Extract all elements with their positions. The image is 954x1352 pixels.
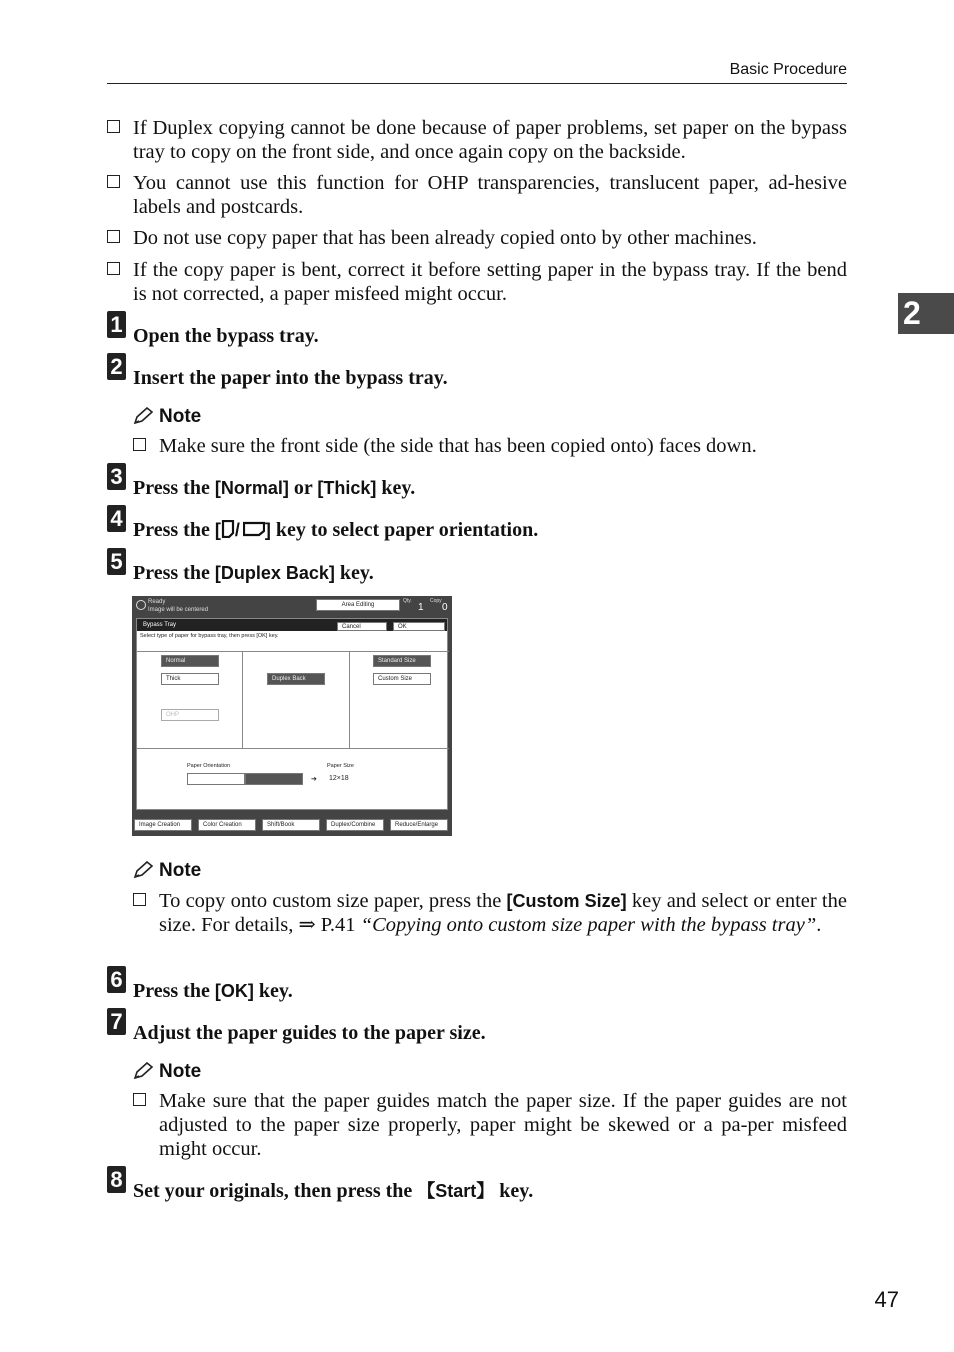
thick-key: [Thick] xyxy=(317,478,377,498)
duplex-back-key: [Duplex Back] xyxy=(214,563,335,583)
portrait-paper-icon xyxy=(221,520,235,538)
slash: / xyxy=(234,520,240,540)
landscape-orientation-button[interactable] xyxy=(245,773,303,785)
step-2 xyxy=(107,354,448,391)
custom-size-key: [Custom Size] xyxy=(506,891,627,911)
cancel-button[interactable]: Cancel xyxy=(337,622,387,631)
step-text: key. xyxy=(376,477,416,499)
step-text: Insert the paper into the bypass tray. xyxy=(133,367,448,389)
running-header: Basic Procedure xyxy=(729,61,847,78)
paper-size-value: 12×18 xyxy=(329,775,349,782)
instruction-text: Select type of paper for bypass tray, then press [OK] key. xyxy=(140,633,279,639)
bullet-text: If Duplex copying cannot be done because of paper problems, set paper on the bypass tray to copy on the front side, and once again copy on the backside. xyxy=(133,117,847,163)
step-text: Press the xyxy=(133,562,215,584)
thick-button[interactable]: Thick xyxy=(161,673,219,685)
note-heading xyxy=(133,1061,201,1083)
note-text: Make sure that the paper guides match the paper size. If the paper guides are not adjusted to the paper size properly, paper might be skewed or a pa-per misfeed might occur. xyxy=(159,1090,847,1160)
step-8 xyxy=(107,1167,534,1204)
paper-size-label: Paper Size xyxy=(327,763,354,769)
bullet-item xyxy=(107,116,847,164)
tab-color-creation[interactable]: Color Creation xyxy=(198,819,256,831)
ok-key: [OK] xyxy=(214,981,254,1001)
note-text: To copy onto custom size paper, press the xyxy=(159,890,507,912)
step-number: 1 xyxy=(107,311,126,338)
ok-button[interactable]: OK xyxy=(393,622,445,631)
bullet-text: If the copy paper is bent, correct it before setting paper in the bypass tray. If the bend is not corrected, a paper misfeed might occur. xyxy=(133,259,847,305)
bullet-text: You cannot use this function for OHP transparencies, translucent paper, ad-hesive labels and postcards. xyxy=(133,172,847,218)
bullet-text: Do not use copy paper that has been already copied onto by other machines. xyxy=(133,227,757,249)
note-heading xyxy=(133,860,201,882)
qty-value: 1 xyxy=(418,602,424,613)
step-text: key. xyxy=(494,1180,534,1202)
standard-size-button[interactable]: Standard Size xyxy=(373,655,431,667)
header-rule xyxy=(107,83,847,84)
step-text: Open the bypass tray. xyxy=(133,325,319,347)
status-line-1: Ready xyxy=(148,599,166,605)
note-item xyxy=(133,434,847,458)
chapter-tab: 2 xyxy=(898,293,954,334)
normal-key: [Normal] xyxy=(214,478,289,498)
checkbox-icon xyxy=(133,1093,146,1106)
note-item xyxy=(133,1089,847,1161)
checkbox-icon xyxy=(107,120,120,133)
normal-button[interactable]: Normal xyxy=(161,655,219,667)
note-heading xyxy=(133,406,201,428)
note-text: . xyxy=(816,914,822,936)
pencil-icon xyxy=(133,1062,155,1080)
pencil-icon xyxy=(133,861,155,879)
bracket: [ xyxy=(214,520,221,540)
landscape-paper-icon xyxy=(243,521,265,537)
bypass-tray-screen xyxy=(132,596,452,836)
step-number: 5 xyxy=(107,548,126,575)
checkbox-icon xyxy=(133,893,146,906)
duplex-group xyxy=(243,651,349,749)
checkbox-icon xyxy=(107,230,120,243)
dialog xyxy=(136,618,448,810)
bullet-item xyxy=(107,226,847,250)
tab-shift-book[interactable]: Shift/Book xyxy=(262,819,320,831)
step-text: key to select paper orientation. xyxy=(270,519,539,541)
pencil-icon xyxy=(133,407,155,425)
status-line-2: Image will be centered xyxy=(148,607,209,613)
cross-reference[interactable]: “Copying onto custom size paper with the bypass tray” xyxy=(360,914,817,936)
ready-icon xyxy=(136,600,146,610)
note-label: Note xyxy=(159,1061,202,1082)
step-7 xyxy=(107,1009,486,1046)
page-number: 47 xyxy=(874,1287,899,1312)
step-4 xyxy=(107,506,539,543)
arrow-icon: ➔ xyxy=(311,776,317,783)
copies-label: Copy xyxy=(430,598,442,604)
note-item xyxy=(133,889,847,937)
step-text: Press the xyxy=(133,477,215,499)
step-text: Adjust the paper guides to the paper size. xyxy=(133,1022,486,1044)
bullet-item xyxy=(107,258,847,306)
bracket: ] xyxy=(264,520,271,540)
step-text: Press the xyxy=(133,519,215,541)
bullet-item xyxy=(107,171,847,219)
area-editing-button[interactable]: Area Editing xyxy=(316,599,400,611)
checkbox-icon xyxy=(107,175,120,188)
step-6 xyxy=(107,967,293,1004)
step-text: key. xyxy=(253,980,293,1002)
step-text: Press the xyxy=(133,980,215,1002)
ohp-button[interactable]: OHP xyxy=(161,709,219,721)
step-3 xyxy=(107,464,416,501)
note-label: Note xyxy=(159,406,202,427)
step-1 xyxy=(107,312,319,349)
step-number: 4 xyxy=(107,505,126,532)
checkbox-icon xyxy=(133,438,146,451)
note-text: key and select or enter the size. For details, ⇒ P.41 xyxy=(159,890,847,936)
qty-label: Qty. xyxy=(403,598,412,604)
start-key: 【Start】 xyxy=(417,1181,495,1201)
step-text: key. xyxy=(334,562,374,584)
step-text: Set your originals, then press the xyxy=(133,1180,418,1202)
dialog-title: Bypass Tray xyxy=(143,622,177,628)
step-text: or xyxy=(288,477,318,499)
step-number: 8 xyxy=(107,1166,126,1193)
step-number: 2 xyxy=(107,353,126,380)
step-number: 7 xyxy=(107,1008,126,1035)
copies-value: 0 xyxy=(442,602,448,613)
portrait-orientation-button[interactable] xyxy=(187,773,245,785)
paper-orientation-label: Paper Orientation xyxy=(187,763,231,769)
tab-image-creation[interactable]: Image Creation xyxy=(134,819,192,831)
tab-reduce-enlarge[interactable]: Reduce/Enlarge xyxy=(390,819,448,831)
checkbox-icon xyxy=(107,262,120,275)
duplex-back-button[interactable]: Duplex Back xyxy=(267,673,325,685)
step-5 xyxy=(107,549,374,586)
step-number: 3 xyxy=(107,463,126,490)
tab-duplex-combine[interactable]: Duplex/Combine xyxy=(326,819,384,831)
note-label: Note xyxy=(159,860,202,881)
note-text: Make sure the front side (the side that has been copied onto) faces down. xyxy=(159,435,757,457)
step-number: 6 xyxy=(107,966,126,993)
custom-size-button[interactable]: Custom Size xyxy=(373,673,431,685)
